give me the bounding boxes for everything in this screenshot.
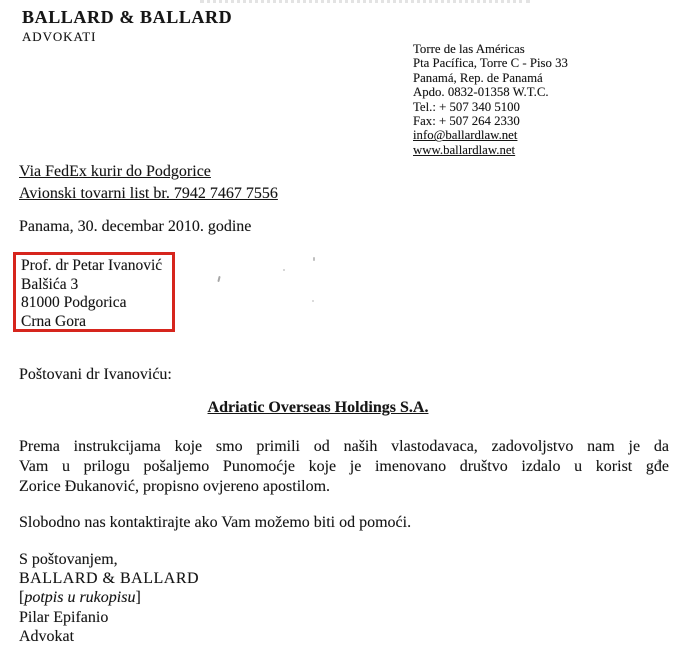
scan-speck	[313, 257, 315, 261]
bracket-open: [	[19, 589, 25, 607]
body-line: Zorice Đukanović, propisno ovjereno apostilom.	[19, 477, 331, 495]
closing-block	[19, 550, 199, 646]
letterhead-address-line: Pta Pacífica, Torre C - Piso 33	[413, 56, 568, 71]
dateline: Panama, 30. decembar 2010. godine	[19, 218, 252, 235]
recipient-address-box	[13, 252, 175, 332]
salutation: Poštovani dr Ivanoviću:	[19, 366, 172, 383]
letterhead-firm-subtitle: ADVOKATI	[22, 29, 97, 44]
letterhead-address-line: Panamá, Rep. de Panamá	[413, 70, 543, 85]
closing-firm-name: BALLARD & BALLARD	[19, 570, 200, 588]
recipient-country-line: Crna Gora	[21, 312, 86, 330]
letterhead-fax-line: Fax: + 507 264 2330	[413, 114, 520, 129]
signatory-title: Advokat	[19, 627, 75, 645]
letterhead-firm-name: BALLARD & BALLARD	[22, 7, 233, 27]
closing-valediction: S poštovanjem,	[19, 551, 118, 568]
subject-heading	[0, 399, 636, 417]
body-line: Prema instrukcijama koje smo primili od naših vlastodavaca, zadovoljstvo nam je da	[19, 438, 669, 455]
recipient-name-line: Prof. dr Petar Ivanović	[21, 257, 163, 274]
scan-speck	[283, 269, 285, 271]
recipient-street-line: Balšića 3	[21, 275, 79, 293]
letterhead-address-line: Torre de las Américas	[413, 42, 525, 56]
bracket-close: ]	[135, 589, 141, 607]
scan-artifact-top-edge	[200, 0, 530, 6]
delivery-reference-block	[19, 161, 278, 205]
signatory-name: Pilar Epifanio	[19, 608, 109, 626]
letterhead-address-block	[413, 42, 568, 157]
recipient-city-line: 81000 Podgorica	[21, 294, 127, 312]
letterhead-email-text: info@ballardlaw.net	[413, 128, 518, 143]
delivery-method-line: Via FedEx kurir do Podgorice	[19, 163, 211, 180]
letterhead-website-text: www.ballardlaw.net	[413, 142, 516, 157]
airway-bill-line: Avionski tovarni list br. 7942 7467 7556	[19, 185, 278, 202]
body-line: Vam u prilogu pošaljemo Punomoćje koje je imenovano društvo izdalo u korist gđe	[19, 457, 669, 475]
letterhead-address-line: Apdo. 0832-01358 W.T.C.	[413, 85, 549, 100]
body-paragraph-2: Slobodno nas kontaktirajte ako Vam možemo biti od pomoći.	[19, 514, 412, 531]
body-paragraph-1	[19, 437, 669, 496]
scan-speck	[217, 276, 220, 282]
subject-heading-text: Adriatic Overseas Holdings S.A.	[207, 399, 429, 416]
signature-placeholder-note	[19, 588, 199, 607]
scan-speck	[312, 300, 314, 302]
letterhead-phone-line: Tel.: + 507 340 5100	[413, 99, 520, 114]
signature-note-text: potpis u rukopisu	[24, 589, 136, 607]
